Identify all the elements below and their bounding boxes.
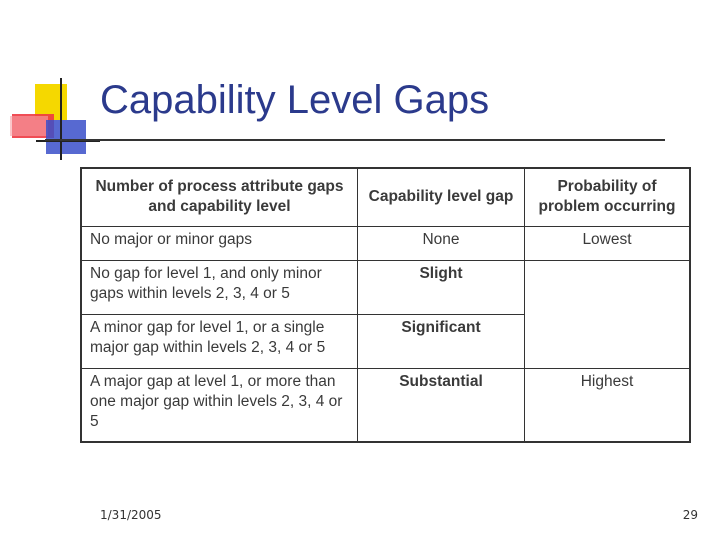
- table-row: [81, 314, 690, 368]
- table-row: [81, 260, 690, 314]
- page-number: 29: [682, 508, 698, 522]
- row-gap: Substantial: [358, 368, 525, 442]
- slide-template-logo: [0, 70, 100, 165]
- row-condition: A major gap at level 1, or more than one major gap within levels 2, 3, 4 or 5: [81, 368, 358, 442]
- table-row: [81, 368, 690, 442]
- row-condition: No gap for level 1, and only minor gaps within levels 2, 3, 4 or 5: [81, 260, 358, 314]
- header-condition: Number of process attribute gaps and capability level: [81, 168, 358, 226]
- row-probability: Highest: [525, 368, 691, 442]
- row-probability: [525, 260, 691, 314]
- row-probability: [525, 314, 691, 368]
- row-gap: Significant: [358, 314, 525, 368]
- row-probability: Lowest: [525, 226, 691, 260]
- capability-gaps-table: [80, 167, 691, 443]
- header-probability: Probability of problem occurring: [525, 168, 691, 226]
- row-condition: A minor gap for level 1, or a single major gap within levels 2, 3, 4 or 5: [81, 314, 358, 368]
- table-header-row: [81, 168, 690, 226]
- table-row: [81, 226, 690, 260]
- footer-date: 1/31/2005: [100, 508, 162, 522]
- row-gap: Slight: [358, 260, 525, 314]
- title-underline: [45, 139, 665, 141]
- header-gap: Capability level gap: [358, 168, 525, 226]
- row-condition: No major or minor gaps: [81, 226, 358, 260]
- row-gap: None: [358, 226, 525, 260]
- slide-title: Capability Level Gaps: [100, 78, 490, 122]
